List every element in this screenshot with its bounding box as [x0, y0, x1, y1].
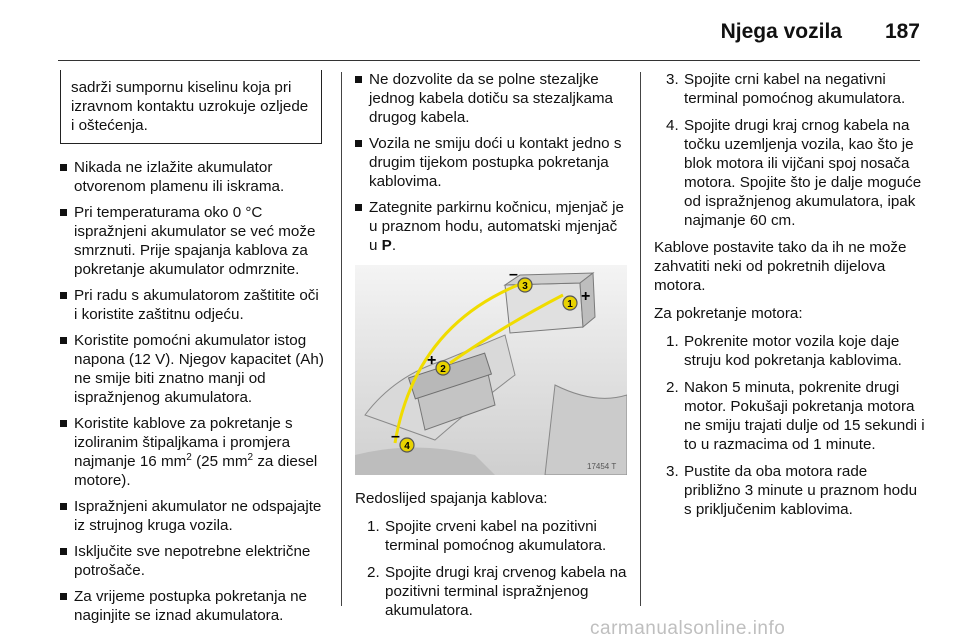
column-divider: [640, 72, 641, 606]
connect-steps-list-continued: [654, 70, 926, 230]
list-item: Pri radu s akumulatorom zaštitite oči i koristite zaštitnu odjeću.: [60, 286, 326, 324]
svg-text:3: 3: [522, 281, 528, 292]
plus-label: +: [581, 288, 591, 305]
plus-label: +: [427, 352, 437, 369]
list-item: 3. Pustite da oba motora rade približno 3 minute u praznom hodu s priključenim kablovima.: [666, 463, 918, 518]
list-item: Isključite sve nepotrebne električne potrošače.: [60, 542, 326, 580]
column-left: [60, 70, 326, 632]
list-item: Ispražnjeni akumulator ne odspajajte iz strujnog kruga vozila.: [60, 497, 326, 535]
warning-text: sadrži sumpornu kiselinu koja pri izravnom kontaktu uzrokuje ozljede i oštećenja.: [71, 79, 309, 134]
list-item: 4. Spojite drugi kraj crnog kabela na točku uzemljenja vozila, kao što je blok motora ili vijčani spoj nosača motora. Spojite što je dalje moguće od ispražnjenog akumulatora, ipak najmanje 60 cm.: [666, 117, 922, 229]
list-item: 2. Spojite drugi kraj crvenog kabela na pozitivni terminal ispražnjenog akumulatora.: [367, 564, 627, 619]
precautions-list: [60, 158, 326, 625]
cable-note: Kablove postavite tako da ih ne može zahvatiti neki od pokretnih dijelova motora.: [654, 239, 907, 294]
engine-bay-drawing: [355, 265, 627, 475]
svg-text:2: 2: [440, 364, 446, 375]
column-divider: [341, 72, 342, 606]
list-item: 1. Spojite crveni kabel na pozitivni terminal pomoćnog akumulatora.: [367, 518, 607, 554]
start-steps-list: [654, 332, 926, 519]
figure-code: 17454 T: [587, 462, 617, 471]
list-item: 3. Spojite crni kabel na negativni terminal pomoćnog akumulatora.: [666, 71, 906, 107]
connect-steps-list: [355, 517, 627, 620]
start-heading: Za pokretanje motora:: [654, 305, 803, 322]
watermark: carmanualsonline.info: [590, 618, 786, 639]
svg-text:1: 1: [567, 299, 573, 310]
marker-3: [518, 278, 532, 292]
minus-label: –: [509, 266, 518, 283]
warning-box: [60, 70, 322, 144]
page-header: [0, 0, 960, 60]
marker-2: [436, 361, 450, 375]
svg-text:4: 4: [404, 441, 410, 452]
list-item: 2. Nakon 5 minuta, pokrenite drugi motor. Pokušaji pokretanja motora ne smiju trajati dulje od 15 sekundi i to u razmacima od 1 minute.: [666, 379, 925, 453]
list-item: Vozila ne smiju doći u kontakt jedno s drugim tijekom postupka pokretanja kablovima.: [355, 134, 627, 191]
column-right: [654, 70, 926, 527]
jump-start-illustration: [355, 265, 627, 475]
list-item: Nikada ne izlažite akumulator otvorenom plamenu ili iskrama.: [60, 158, 326, 196]
list-item: Pri temperaturama oko 0 °C ispražnjeni akumulator se već može smrznuti. Prije spajanja kablova za pokretanje akumulator odmrznite.: [60, 203, 326, 279]
marker-4: [400, 438, 414, 452]
minus-label: –: [391, 428, 400, 445]
precautions-list-2: [355, 70, 627, 255]
section-title: Njega vozila: [720, 20, 842, 43]
list-item: Ne dozvolite da se polne stezaljke jednog kabela dotiču sa stezaljkama drugog kabela.: [355, 70, 627, 127]
marker-1: [563, 296, 577, 310]
header-divider: [58, 60, 920, 61]
column-middle: [355, 70, 627, 628]
list-item: Za vrijeme postupka pokretanja ne naginjite se iznad akumulatora.: [60, 587, 326, 625]
list-item: 1. Pokrenite motor vozila koje daje struju kod pokretanja kablovima.: [666, 333, 902, 369]
list-item: Zategnite parkirnu kočnicu, mjenjač je u praznom hodu, automatski mjenjač u P.: [355, 198, 627, 255]
page-number: 187: [884, 20, 920, 43]
connect-heading: Redoslijed spajanja kablova:: [355, 490, 548, 507]
list-item: Koristite pomoćni akumulator istog napona (12 V). Njegov kapacitet (Ah) ne smije biti znatno manji od ispražnjenog akumulatora.: [60, 331, 326, 407]
list-item: Koristite kablove za pokretanje s izoliranim štipaljkama i promjera najmanje 16 $mm^2$ (25 $mm^2$ za diesel motore).: [60, 414, 326, 490]
